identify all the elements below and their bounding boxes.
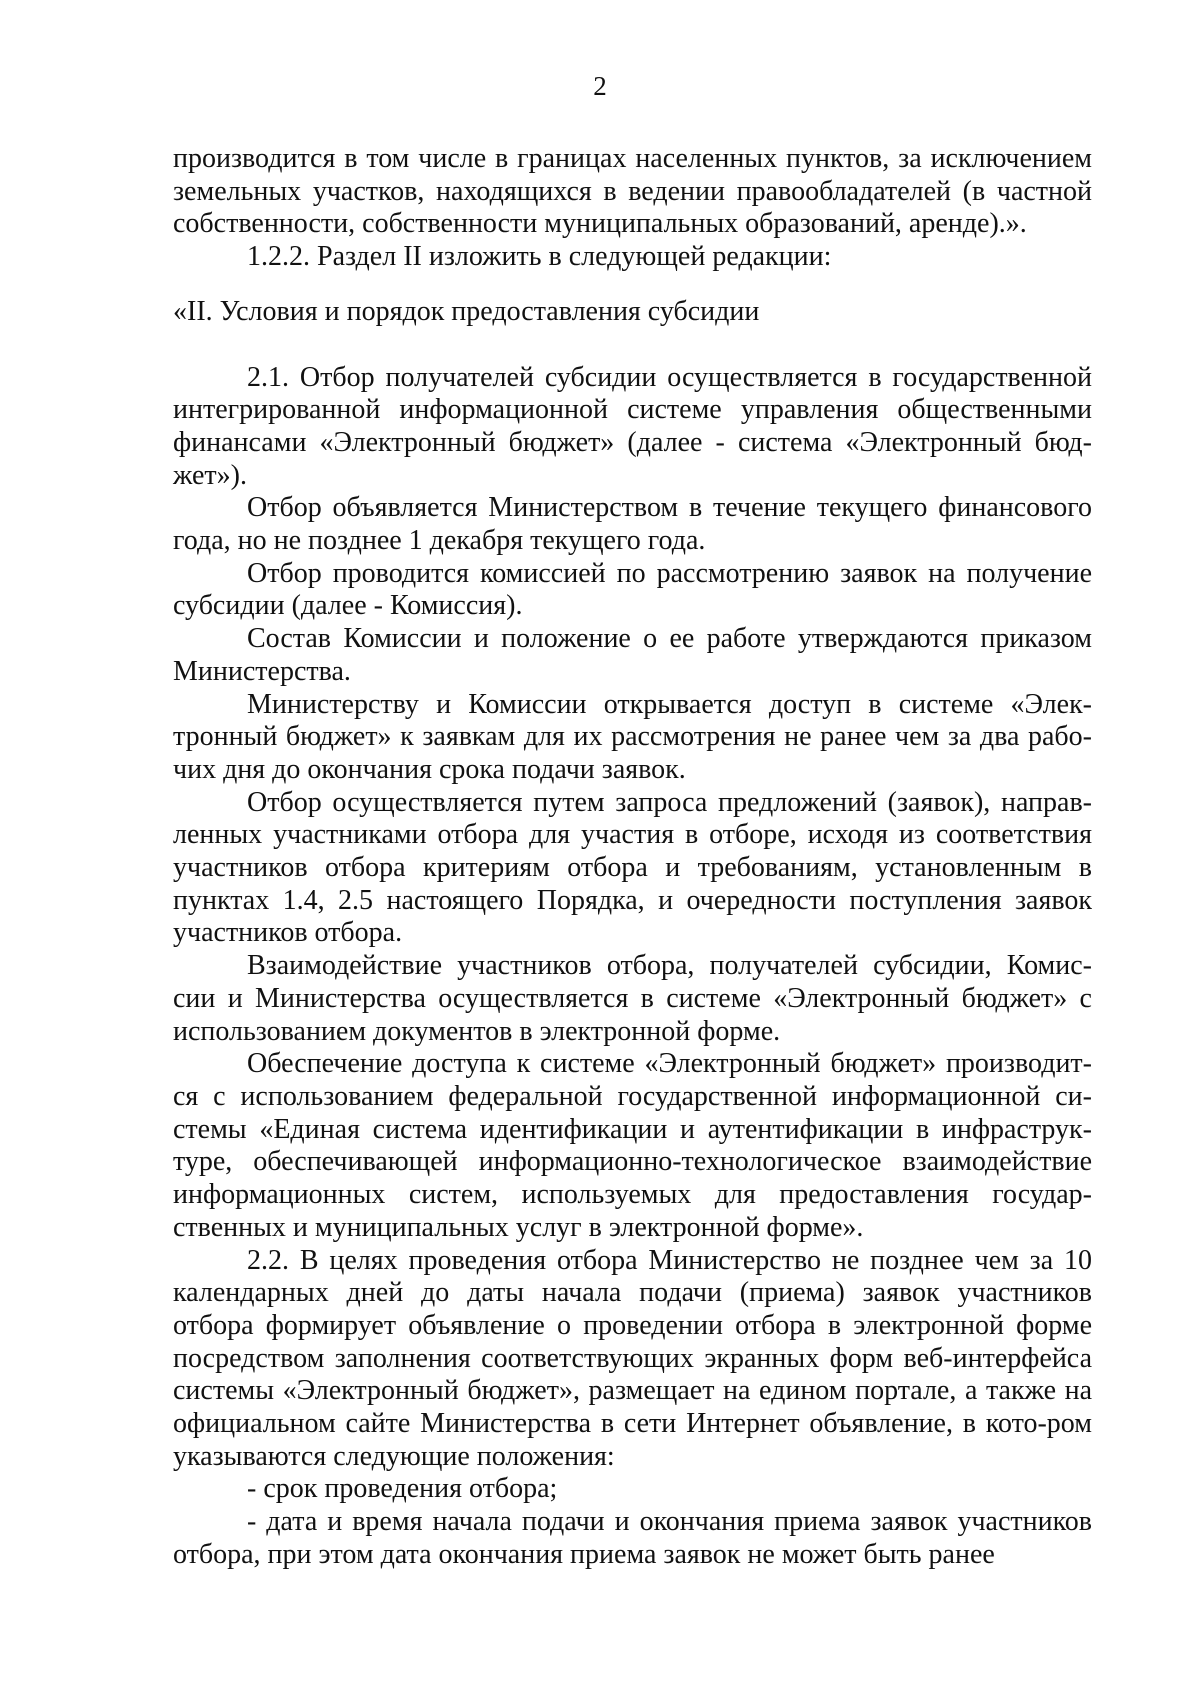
document-body	[173, 143, 1092, 1572]
paragraph: Отбор объявляется Министерством в течение текущего финансового года, но не позднее 1 декабря текущего года.	[173, 492, 1092, 557]
paragraph: Отбор осуществляется путем запроса предложений (заявок), направ-ленных участниками отбора для участия в отборе, исходя из соответствия участников отбора критериям отбора и требованиям, установленным в пунктах 1.4, 2.5 настоящего Порядка, и очередности поступления заявок участников отбора.	[173, 786, 1092, 949]
paragraph: Взаимодействие участников отбора, получателей субсидии, Комис-сии и Министерства осуществляется в системе «Электронный бюджет» с использованием документов в электронной форме.	[173, 950, 1092, 1047]
paragraph: Обеспечение доступа к системе «Электронный бюджет» производит-ся с использованием федеральной государственной информационной си-стемы «Единая система идентификации и аутентификации в инфраструк-туре, обеспечивающей информационно-технологическое взаимодействие информационных систем, используемых для предоставления государ-ственных и муниципальных услуг в электронной форме».	[173, 1048, 1092, 1243]
section-title: «II. Условия и порядок предоставления субсидии	[173, 295, 760, 327]
list-item: - дата и время начала подачи и окончания приема заявок участников отбора, при этом дата окончания приема заявок не может быть ранее	[173, 1506, 1092, 1570]
paragraph: 2.1. Отбор получателей субсидии осуществляется в государственной интегрированной информационной системе управления общественными финансами «Электронный бюджет» (далее - система «Электронный бюд-жет»).	[173, 361, 1092, 491]
paragraph: Состав Комиссии и положение о ее работе утверждаются приказом Министерства.	[173, 623, 1092, 687]
page-number: 2	[593, 71, 607, 101]
paragraph: производится в том числе в границах населенных пунктов, за исключением земельных участков, находящихся в ведении правообладателей (в частной собственности, собственности муниципальных образований, аренде).».	[173, 143, 1092, 240]
paragraph: 1.2.2. Раздел II изложить в следующей редакции:	[247, 241, 832, 273]
paragraph: 2.2. В целях проведения отбора Министерство не позднее чем за 10 календарных дней до даты начала подачи (приема) заявок участников отбора формирует объявление о проведении отбора в электронной форме посредством заполнения соответствующих экранных форм веб-интерфейса системы «Электронный бюджет», размещает на едином портале, а также на официальном сайте Министерства в сети Интернет объявление, в кото-ром указываются следующие положения:	[173, 1244, 1092, 1472]
list-item: - срок проведения отбора;	[247, 1473, 558, 1505]
paragraph: Отбор проводится комиссией по рассмотрению заявок на получение субсидии (далее - Комиссия).	[173, 557, 1092, 622]
paragraph: Министерству и Комиссии открывается доступ в системе «Элек-тронный бюджет» к заявкам для их рассмотрения не ранее чем за два рабо-чих дня до окончания срока подачи заявок.	[173, 688, 1092, 785]
